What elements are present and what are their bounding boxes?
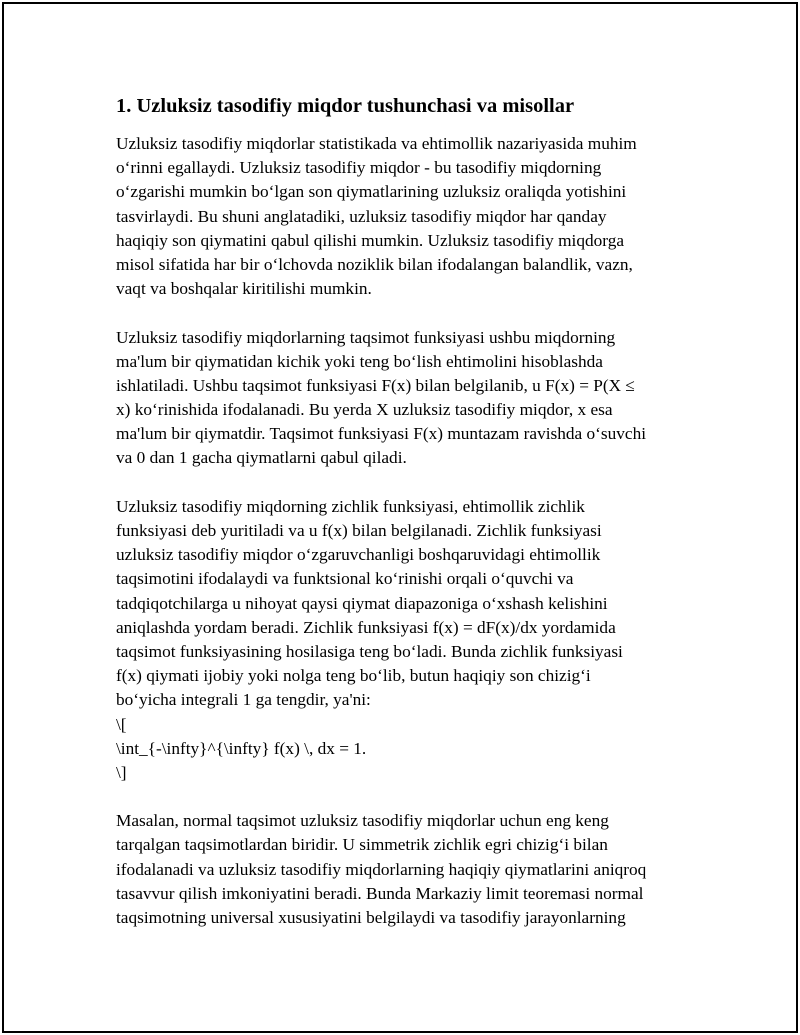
text-line: ishlatiladi. Ushbu taqsimot funksiyasi F(x) bilan belgilanib, u F(x) = P(X ≤: [116, 375, 635, 395]
text-line: tadqiqotchilarga u nihoyat qaysi qiymat diapazoniga o‘xshash kelishini: [116, 593, 608, 613]
paragraph-gap: [116, 301, 696, 325]
paragraph-2: [116, 326, 696, 471]
text-line: tarqalgan taqsimotlardan biridir. U simmetrik zichlik egri chizig‘i bilan: [116, 835, 608, 855]
text-line: o‘zgarishi mumkin bo‘lgan son qiymatlarining uzluksiz oraliqda yotishini: [116, 182, 627, 202]
text-line: bo‘yicha integrali 1 ga tengdir, ya'ni:: [116, 690, 371, 710]
section-title: 1. Uzluksiz tasodifiy miqdor tushunchasi va misollar: [116, 95, 575, 117]
text-line: taqsimotini ifodalaydi va funktsional ko‘rinishi orqali o‘quvchi va: [116, 569, 574, 589]
text-line: Uzluksiz tasodifiy miqdorlarning taqsimot funksiyasi ushbu miqdorning: [116, 327, 616, 347]
text-line: Masalan, normal taqsimot uzluksiz tasodifiy miqdorlar uchun eng keng: [116, 811, 609, 831]
text-line: tasvirlaydi. Bu shuni anglatadiki, uzluksiz tasodifiy miqdor har qanday: [116, 206, 607, 226]
text-line: aniqlashda yordam beradi. Zichlik funksiyasi f(x) = dF(x)/dx yordamida: [116, 617, 616, 637]
text-line: misol sifatida har bir o‘lchovda noziklik bilan ifodalangan balandlik, vazn,: [116, 254, 633, 274]
formula-open: \[: [116, 714, 127, 734]
text-line: vaqt va boshqalar kiritilishi mumkin.: [116, 279, 372, 299]
formula-body: \int_{-\infty}^{\infty} f(x) \, dx = 1.: [116, 738, 367, 758]
text-line: haqiqiy son qiymatini qabul qilishi mumkin. Uzluksiz tasodifiy miqdorga: [116, 230, 624, 250]
text-line: f(x) qiymati ijobiy yoki nolga teng bo‘lib, butun haqiqiy son chizig‘i: [116, 666, 591, 686]
text-line: taqsimot funksiyasining hosilasiga teng bo‘ladi. Bunda zichlik funksiyasi: [116, 641, 623, 661]
text-line: Uzluksiz tasodifiy miqdorning zichlik funksiyasi, ehtimollik zichlik: [116, 496, 585, 516]
text-line: o‘rinni egallaydi. Uzluksiz tasodifiy miqdor - bu tasodifiy miqdorning: [116, 158, 602, 178]
formula-close: \]: [116, 762, 127, 782]
text-line: ma'lum bir qiymatidan kichik yoki teng bo‘lish ehtimolini hisoblashda: [116, 351, 603, 371]
text-line: uzluksiz tasodifiy miqdor o‘zgaruvchanligi boshqaruvidagi ehtimollik: [116, 545, 601, 565]
document-body: [116, 93, 696, 930]
paragraph-gap: [116, 471, 696, 495]
text-line: ma'lum bir qiymatdir. Taqsimot funksiyasi F(x) muntazam ravishda o‘suvchi: [116, 424, 647, 444]
text-line: tasavvur qilish imkoniyatini beradi. Bunda Markaziy limit teoremasi normal: [116, 883, 644, 903]
paragraph-gap: [116, 785, 696, 809]
text-line: taqsimotning universal xususiyatini belgilaydi va tasodifiy jarayonlarning: [116, 908, 626, 927]
text-line: funksiyasi deb yuritiladi va u f(x) bilan belgilanadi. Zichlik funksiyasi: [116, 521, 602, 540]
paragraph-3: [116, 495, 696, 785]
text-line: Uzluksiz tasodifiy miqdorlar statistikada va ehtimollik nazariyasida muhim: [116, 134, 637, 153]
text-line: va 0 dan 1 gacha qiymatlarni qabul qiladi.: [116, 448, 407, 468]
text-line: ifodalanadi va uzluksiz tasodifiy miqdorlarning haqiqiy qiymatlarini aniqroq: [116, 859, 647, 879]
text-line: x) ko‘rinishida ifodalanadi. Bu yerda X uzluksiz tasodifiy miqdor, x esa: [116, 400, 613, 420]
paragraph-4: [116, 809, 696, 930]
paragraph-1: [116, 132, 696, 301]
